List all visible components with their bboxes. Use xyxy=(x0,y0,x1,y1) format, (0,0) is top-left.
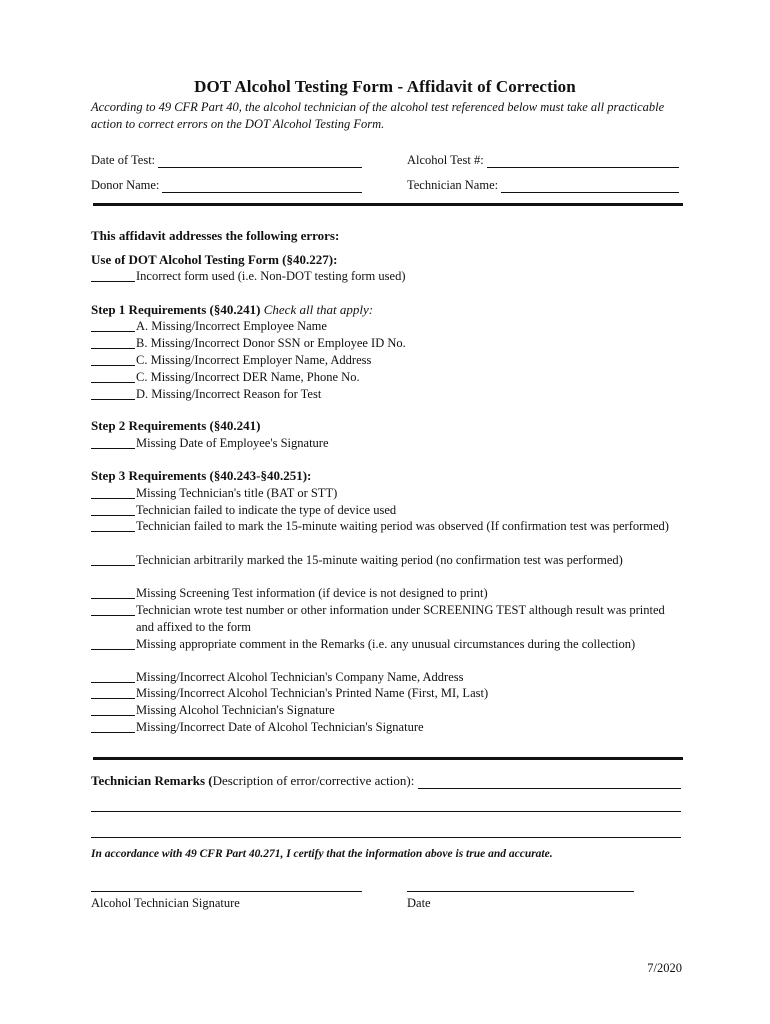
step2-heading: Step 2 Requirements (§40.241) xyxy=(91,418,261,433)
item-text: Missing/Incorrect Date of Alcohol Technician's Signature xyxy=(136,720,424,734)
checkbox-blank[interactable] xyxy=(91,435,135,449)
checkbox-blank[interactable] xyxy=(91,335,135,349)
item-text: Missing/Incorrect Alcohol Technician's Company Name, Address xyxy=(136,670,464,684)
step3-item[interactable] xyxy=(91,485,683,502)
step1-item[interactable] xyxy=(91,335,683,352)
alcohol-test-number-label: Alcohol Test #: xyxy=(407,153,484,167)
item-text: Technician arbitrarily marked the 15-minute waiting period (no confirmation test was performed) xyxy=(136,553,623,567)
step1-item[interactable] xyxy=(91,386,683,403)
date-of-test-field[interactable] xyxy=(91,150,362,168)
item-text: A. Missing/Incorrect Employee Name xyxy=(136,319,327,333)
checkbox-blank[interactable] xyxy=(91,369,135,383)
item-text: Technician failed to mark the 15-minute waiting period was observed (If confirmation test was performed) xyxy=(136,519,669,533)
checkbox-blank[interactable] xyxy=(91,352,135,366)
donor-name-field[interactable] xyxy=(91,175,362,193)
step1-heading xyxy=(91,302,373,318)
checkbox-blank[interactable] xyxy=(91,485,135,499)
form-title: DOT Alcohol Testing Form - Affidavit of Correction xyxy=(194,77,576,96)
item-text: Missing Screening Test information (if device is not designed to print) xyxy=(136,586,488,600)
alcohol-test-number-field[interactable] xyxy=(407,150,679,168)
step3-item[interactable] xyxy=(91,669,683,686)
technician-remarks-field[interactable] xyxy=(91,773,681,789)
step3-item[interactable] xyxy=(91,602,683,636)
technician-name-label: Technician Name: xyxy=(407,178,499,192)
step2-item[interactable] xyxy=(91,435,683,452)
intro-text: According to 49 CFR Part 40, the alcohol technician of the alcohol test referenced below must take all practicable action to correct errors on the DOT Alcohol Testing Form. xyxy=(91,100,665,131)
remarks-line-3[interactable] xyxy=(91,837,681,838)
checkbox-blank[interactable] xyxy=(91,685,135,699)
bottom-divider xyxy=(93,757,683,760)
checkbox-blank[interactable] xyxy=(91,502,135,516)
item-text: Incorrect form used (i.e. Non-DOT testing form used) xyxy=(136,269,406,283)
signature-label: Alcohol Technician Signature xyxy=(91,896,240,910)
date-of-test-label: Date of Test: xyxy=(91,153,156,167)
step3-item[interactable] xyxy=(91,636,683,653)
item-text: C. Missing/Incorrect Employer Name, Address xyxy=(136,353,372,367)
remarks-label-rest: Description of error/corrective action): xyxy=(212,773,415,788)
date-of-test-line[interactable] xyxy=(158,154,362,168)
step3-item[interactable] xyxy=(91,719,683,736)
step3-item[interactable] xyxy=(91,518,683,535)
remarks-line-2[interactable] xyxy=(91,811,681,812)
step3-item[interactable] xyxy=(91,502,683,519)
checkbox-blank[interactable] xyxy=(91,602,135,616)
top-divider xyxy=(93,203,683,206)
use-of-form-item[interactable] xyxy=(91,268,683,285)
step1-item[interactable] xyxy=(91,352,683,369)
item-text: Missing Date of Employee's Signature xyxy=(136,436,329,450)
step3-item[interactable] xyxy=(91,552,683,569)
remarks-line-1[interactable] xyxy=(418,776,681,789)
checkbox-blank[interactable] xyxy=(91,268,135,282)
step3-heading: Step 3 Requirements (§40.243-§40.251): xyxy=(91,468,312,483)
checkbox-blank[interactable] xyxy=(91,386,135,400)
checkbox-blank[interactable] xyxy=(91,636,135,650)
item-text: Missing Alcohol Technician's Signature xyxy=(136,703,335,717)
item-text: C. Missing/Incorrect DER Name, Phone No. xyxy=(136,370,360,384)
remarks-label-bold: Technician Remarks ( xyxy=(91,773,213,788)
step1-heading-text: Step 1 Requirements (§40.241) xyxy=(91,302,261,317)
use-of-form-heading: Use of DOT Alcohol Testing Form (§40.227): xyxy=(91,252,338,267)
step1-item[interactable] xyxy=(91,318,683,335)
errors-heading: This affidavit addresses the following errors: xyxy=(91,228,340,243)
checkbox-blank[interactable] xyxy=(91,702,135,716)
date-label: Date xyxy=(407,896,431,910)
step3-item[interactable] xyxy=(91,702,683,719)
alcohol-test-number-line[interactable] xyxy=(487,154,679,168)
item-text: Missing appropriate comment in the Remarks (i.e. any unusual circumstances during the collection) xyxy=(136,637,636,651)
item-text: Technician failed to indicate the type of device used xyxy=(136,503,397,517)
checkbox-blank[interactable] xyxy=(91,318,135,332)
step1-item[interactable] xyxy=(91,369,683,386)
donor-name-label: Donor Name: xyxy=(91,178,160,192)
checkbox-blank[interactable] xyxy=(91,585,135,599)
form-version: 7/2020 xyxy=(647,961,682,975)
item-text: D. Missing/Incorrect Reason for Test xyxy=(136,387,322,401)
checkbox-blank[interactable] xyxy=(91,719,135,733)
technician-name-field[interactable] xyxy=(407,175,679,193)
checkbox-blank[interactable] xyxy=(91,518,135,532)
step3-item[interactable] xyxy=(91,685,683,702)
certification-statement: In accordance with 49 CFR Part 40.271, I certify that the information above is true and accurate. xyxy=(91,848,553,860)
signature-line[interactable] xyxy=(91,891,362,892)
donor-name-line[interactable] xyxy=(162,179,362,193)
item-text: Missing/Incorrect Alcohol Technician's Printed Name (First, MI, Last) xyxy=(136,686,489,700)
checkbox-blank[interactable] xyxy=(91,669,135,683)
item-text: Missing Technician's title (BAT or STT) xyxy=(136,486,338,500)
item-text: B. Missing/Incorrect Donor SSN or Employee ID No. xyxy=(136,336,406,350)
item-text: Technician wrote test number or other information under SCREENING TEST although result was printed and affixed to the form xyxy=(136,603,665,634)
step1-subheading: Check all that apply: xyxy=(263,302,374,317)
step3-item[interactable] xyxy=(91,585,683,602)
checkbox-blank[interactable] xyxy=(91,552,135,566)
date-line[interactable] xyxy=(407,891,634,892)
technician-name-line[interactable] xyxy=(501,179,679,193)
